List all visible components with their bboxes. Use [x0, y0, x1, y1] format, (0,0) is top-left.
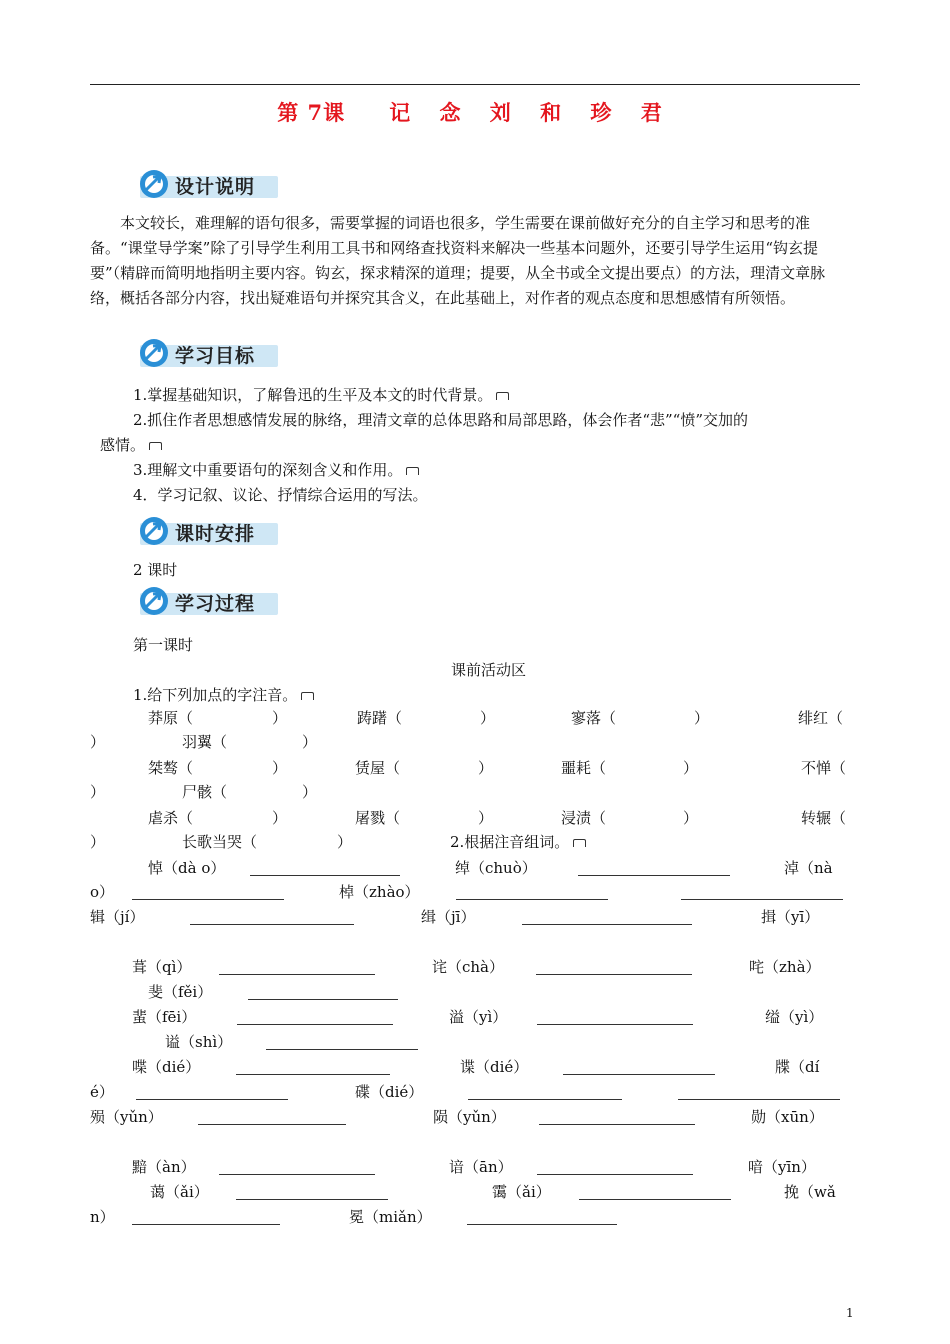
schedule-text: 2 课时: [133, 561, 178, 579]
goal-item: 3.理解文中重要语句的深刻含义和作用。: [133, 458, 419, 483]
section-title: 课时安排: [175, 523, 256, 545]
header-rule: [90, 84, 860, 85]
section-banner-goals: [134, 337, 280, 369]
goal-item: 2.抓住作者思想感情发展的脉络，理清文章的总体思路和局部思路，体会作者“悲”“愤”交加的: [133, 411, 748, 429]
section-banner-process: [134, 585, 280, 617]
page-number: 1: [846, 1306, 854, 1320]
lesson-name: 记 念 刘 和 珍 君: [389, 100, 673, 125]
lesson-title: [0, 97, 950, 127]
goal-item: 1.掌握基础知识，了解鲁迅的生平及本文的时代背景。: [133, 383, 509, 408]
design-text: 本文较长，难理解的语句很多，需要掌握的词语也很多，学生需要在课前做好充分的自主学习和思考的准备。“课堂导学案”除了引导学生利用工具书和网络查找资料来解决一些基本问题外，还要引导学生运用“钩玄提要”（精辟而简明地指明主要内容。钩玄，探求精深的道理；提要，从全书或全文提出要点）的方法，理清文章脉络，概括各部分内容，找出疑难语句并探究其含义，在此基础上，对作者的观点态度和思想感情有所领悟。: [90, 214, 826, 307]
goal-item: 4．学习记叙、议论、抒情综合运用的写法。: [133, 486, 428, 504]
task2-title: 2.根据注音组词。: [450, 830, 586, 855]
section-banner-schedule: [134, 515, 280, 547]
task1-title: 1.给下列加点的字注音。: [133, 683, 314, 708]
first-class-label: 第一课时: [133, 636, 194, 654]
pre-class-area-title: 课前活动区: [451, 661, 527, 679]
section-title: 设计说明: [175, 176, 256, 198]
section-banner-design: [134, 168, 280, 200]
lesson-number: 第 7课: [277, 100, 346, 125]
goal-item: 感情。: [100, 433, 162, 458]
section-title: 学习目标: [175, 345, 256, 367]
section-title: 学习过程: [175, 593, 256, 615]
